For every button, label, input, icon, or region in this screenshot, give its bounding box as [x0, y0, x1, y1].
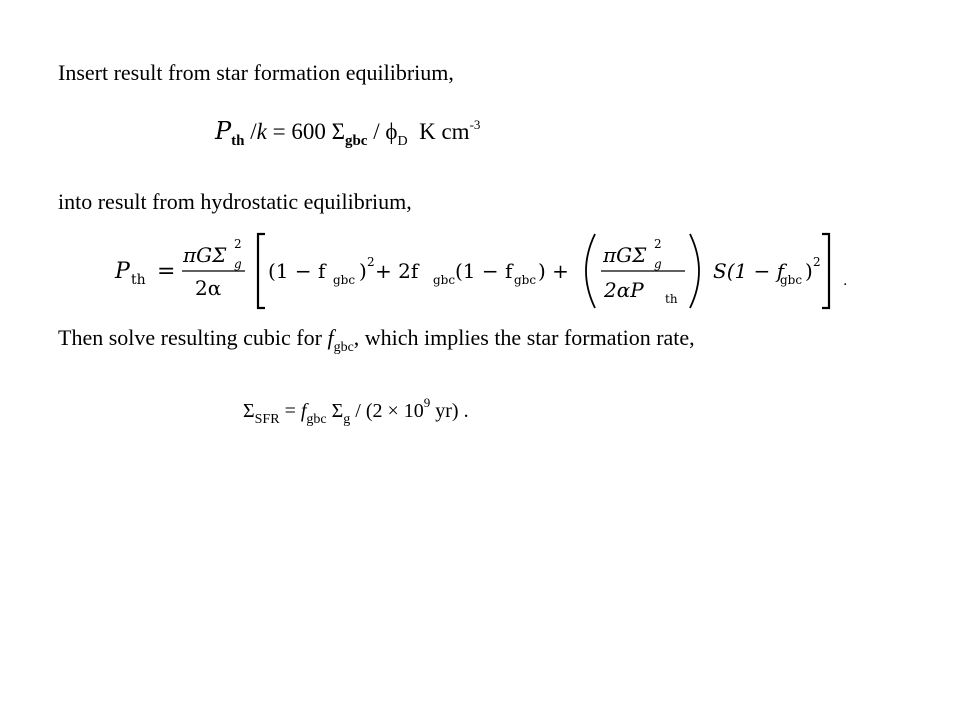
eq2-term1-sq: 2: [367, 255, 375, 269]
eq2-term3-close: ): [805, 259, 813, 283]
eq2-num-b-sub: g: [654, 257, 662, 271]
pressure-equation: [215, 117, 480, 150]
cubic-text-a: Then solve resulting cubic for: [58, 325, 328, 350]
hydrostatic-equation: [105, 228, 865, 312]
eq2-num-b-sup: 2: [654, 237, 662, 251]
intro-text: Insert result from star formation equilibrium,: [58, 60, 454, 85]
eq2-den-a: 2α: [195, 276, 222, 300]
eq2-term1-sub: gbc: [333, 273, 356, 287]
cubic-text-b: , which implies the star formation rate,: [353, 325, 695, 350]
eq1-P-sub: th: [231, 133, 245, 149]
eq3-sigma: Σ: [243, 400, 255, 422]
eq2-term2-sub2: gbc: [514, 273, 537, 287]
eq2-den-b: 2αP: [604, 278, 644, 302]
eq2-term3: S(1 − f: [713, 259, 785, 283]
cubic-f: f: [327, 325, 334, 350]
eq1-P: P: [215, 117, 232, 145]
eq1-units: K cm: [407, 119, 470, 144]
eq2-lhs-sub: th: [131, 272, 146, 288]
eq2-term2-sub: gbc: [433, 273, 456, 287]
eq3-sigma-sub: SFR: [254, 412, 280, 427]
left-bracket: [258, 234, 265, 308]
cubic-text: [58, 325, 695, 356]
eq3-rest: / (2 × 10: [350, 400, 424, 422]
right-paren: [690, 234, 699, 308]
eq3-eq: =: [279, 400, 301, 422]
eq3-f-sub: gbc: [306, 412, 327, 427]
eq1-k: k: [256, 119, 267, 144]
eq1-mid: = 600 Σ: [266, 119, 345, 144]
eq2-term1-close: ): [359, 259, 367, 283]
eq2-term2: + 2f: [375, 259, 419, 283]
eq1-phi-sub: D: [397, 134, 408, 149]
eq2-term2-mid: (1 − f: [455, 259, 513, 283]
left-paren: [586, 234, 595, 308]
eq2-plus: ) +: [538, 259, 569, 283]
hydrostatic-text: into result from hydrostatic equilibrium,: [58, 189, 412, 214]
eq2-num-a-sup: 2: [234, 237, 242, 251]
eq3-exp: 9: [423, 395, 431, 410]
eq2-term3-sub: gbc: [780, 273, 803, 287]
eq1-units-sup: -3: [469, 117, 481, 132]
eq3-end: yr) .: [430, 400, 469, 422]
eq2-term3-sq: 2: [813, 255, 821, 269]
cubic-f-sub: gbc: [333, 340, 354, 355]
eq3-sigma2-sub: g: [343, 412, 351, 427]
sfr-equation: [243, 395, 469, 428]
right-bracket: [822, 234, 829, 308]
eq2-period: .: [843, 273, 848, 289]
eq2-num-a-sub: g: [234, 257, 242, 271]
eq2-num-a: πGΣ: [183, 243, 227, 267]
eq2-term1: (1 − f: [268, 259, 326, 283]
eq1-phi: / ϕ: [367, 119, 398, 144]
eq2-den-b-sub: th: [665, 292, 678, 306]
eq1-slash: /: [244, 119, 257, 144]
eq2-equals: =: [157, 259, 176, 284]
eq1-sigma-sub: gbc: [344, 133, 368, 149]
eq2-num-b: πGΣ: [603, 243, 647, 267]
eq3-sigma2: Σ: [326, 400, 344, 422]
eq2-lhs: P: [115, 259, 130, 284]
eq3-f: f: [300, 400, 307, 422]
